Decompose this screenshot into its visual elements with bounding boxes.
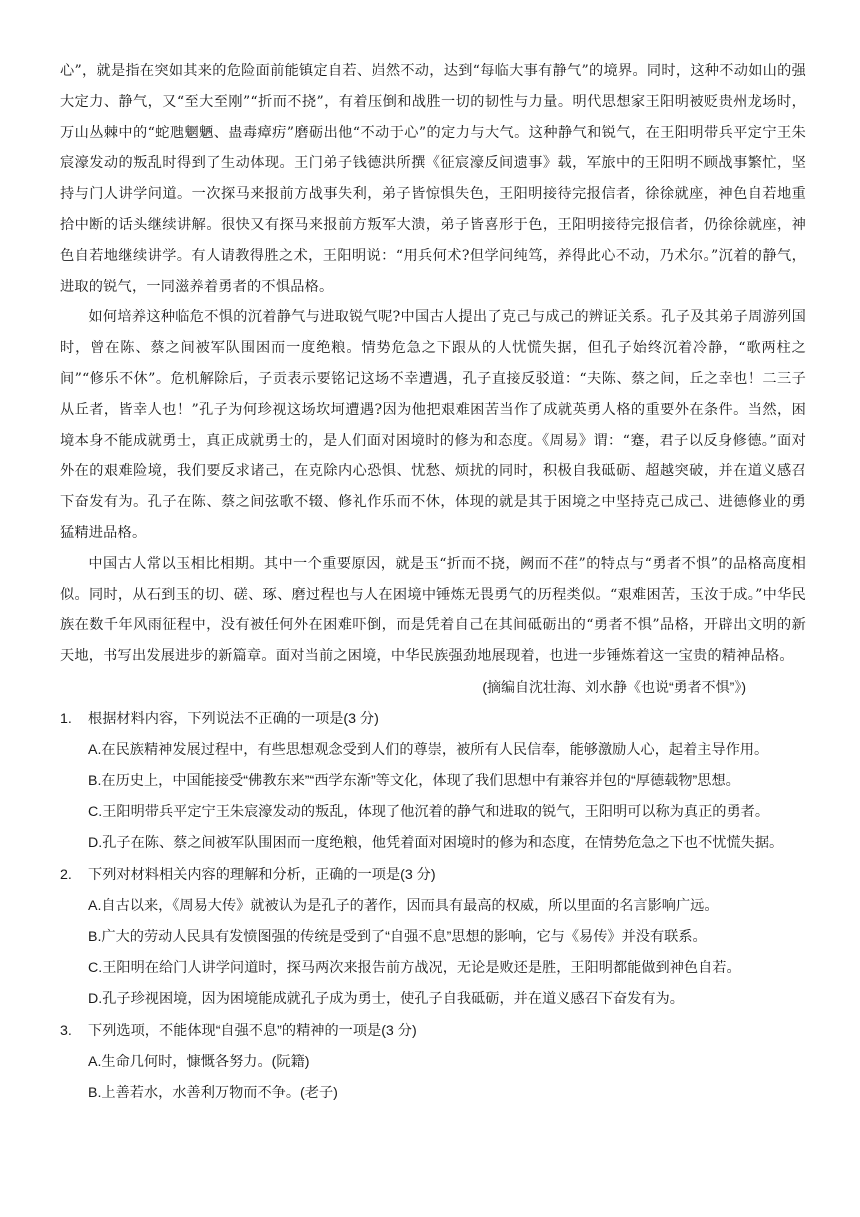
option-d: D.孔子在陈、蔡之间被军队围困而一度绝粮，他凭着面对困境时的修为和态度，在情势危急之下也不忧慌失据。 <box>88 834 784 851</box>
option-d: D.孔子珍视困境，因为困境能成就孔子成为勇士，使孔子自我砥砺，并在道义感召下奋发有为。 <box>88 990 684 1007</box>
passage-paragraph-2: 如何培养这种临危不惧的沉着静气与进取锐气呢?中国古人提出了克己与成己的辨证关系。孔子及其弟子周游列国时，曾在陈、蔡之间被军队围困而一度绝粮。情势危急之下跟从的人忧慌失据，但孔子始终沉着冷静，“歌两柱之间”“修乐不休”。危机解除后，子贡表示要铭记这场不幸遭遇，孔子直接反驳道：“夫陈、蔡之间，丘之幸也！二三子从丘者，皆幸人也！”孔子为何珍视这场坎坷遭遇?因为他把艰难困苦当作了成就英勇人格的重要外在条件。当然，困境本身不能成就勇士，真正成就勇士的，是人们面对困境时的修为和态度。《周易》谓：“蹇，君子以反身修德。”面对外在的艰难险境，我们要反求诸己，在克除内心恐惧、忧愁、烦扰的同时，积极自我砥砺、超越突破，并在道义感召下奋发有为。孔子在陈、蔡之间弦歌不辍、修礼作乐而不休，体现的就是其于困境之中坚持克己成己、进德修业的勇猛精进品格。 <box>60 309 806 541</box>
option-a: A.生命几何时，慷慨各努力。(阮籍) <box>88 1053 310 1070</box>
option-b: B.广大的劳动人民具有发愤图强的传统是受到了“自强不息”思想的影响，它与《易传》并没有联系。 <box>88 928 707 945</box>
option-a: A.在民族精神发展过程中，有些思想观念受到人们的尊崇，被所有人民信奉，能够激励人心，起着主导作用。 <box>88 741 769 758</box>
question-stem: 下列对材料相关内容的理解和分析，正确的一项是(3 分) <box>88 866 436 883</box>
source-citation: (摘编自沈壮海、刘水静《也说“勇者不惧”》) <box>482 678 746 695</box>
question-stem: 根据材料内容，下列说法不正确的一项是(3 分) <box>88 710 379 727</box>
reading-passage <box>60 56 806 672</box>
option-a: A.自古以来，《周易大传》就被认为是孔子的著作，因而具有最高的权威，所以里面的名言影响广远。 <box>88 897 719 914</box>
passage-paragraph-1: 心”，就是指在突如其来的危险面前能镇定自若、岿然不动，达到“每临大事有静气”的境界。同时，这种不动如山的强大定力、静气，又“至大至刚”“折而不挠”，有着压倒和战胜一切的韧性与力量。明代思想家王阳明被贬贵州龙场时，万山丛棘中的“蛇虺魍魉、蛊毒瘴疠”磨砺出他“不动于心”的定力与大气。这种静气和锐气，在王阳明带兵平定宁王朱宸濠发动的叛乱时得到了生动体现。王门弟子钱德洪所撰《征宸濠反间遗事》载，军旅中的王阳明不顾战事繁忙，坚持与门人讲学问道。一次探马来报前方战事失利，弟子皆惊惧失色，王阳明接待完报信者，徐徐就座，神色自若地重拾中断的话头继续讲解。很快又有探马来报前方叛军大溃，弟子皆喜形于色，王阳明接待完报信者，仍徐徐就座，神色自若地继续讲学。有人请教得胜之术，王阳明说：“用兵何术?但学问纯笃，养得此心不动，乃术尔。”沉着的静气，进取的锐气，一同滋养着勇者的不惧品格。 <box>60 63 806 295</box>
question-stem: 下列选项，不能体现“自强不息”的精神的一项是(3 分) <box>88 1022 417 1039</box>
option-c: C.王阳明带兵平定宁王朱宸濠发动的叛乱，体现了他沉着的静气和进取的锐气，王阳明可以称为真正的勇者。 <box>88 803 770 820</box>
question-number: 1. <box>60 710 72 727</box>
question-2 <box>60 859 806 1015</box>
question-number: 2. <box>60 866 72 883</box>
option-c: C.王阳明在给门人讲学问道时，探马两次来报告前方战况，无论是败还是胜，王阳明都能做到神色自若。 <box>88 959 741 976</box>
passage-paragraph-3: 中国古人常以玉相比相期。其中一个重要原因，就是玉“折而不挠，阙而不荏”的特点与“勇者不惧”的品格高度相似。同时，从石到玉的切、磋、琢、磨过程也与人在困境中锤炼无畏勇气的历程类似。“艰难困苦，玉汝于成。”中华民族在数千年风雨征程中，没有被任何外在困难吓倒，而是凭着自己在其间砥砺出的“勇者不惧”品格，开辟出文明的新天地，书写出发展进步的新篇章。面对当前之困境，中华民族强劲地展现着，也进一步锤炼着这一宝贵的精神品格。 <box>60 555 806 665</box>
question-1 <box>60 703 806 859</box>
option-b: B.在历史上，中国能接受“佛教东来”“西学东渐”等文化，体现了我们思想中有兼容并包的“厚德载物”思想。 <box>88 772 740 789</box>
option-b: B.上善若水，水善利万物而不争。(老子) <box>88 1084 338 1101</box>
question-3 <box>60 1015 806 1109</box>
question-number: 3. <box>60 1022 72 1039</box>
question-list <box>60 703 806 1109</box>
